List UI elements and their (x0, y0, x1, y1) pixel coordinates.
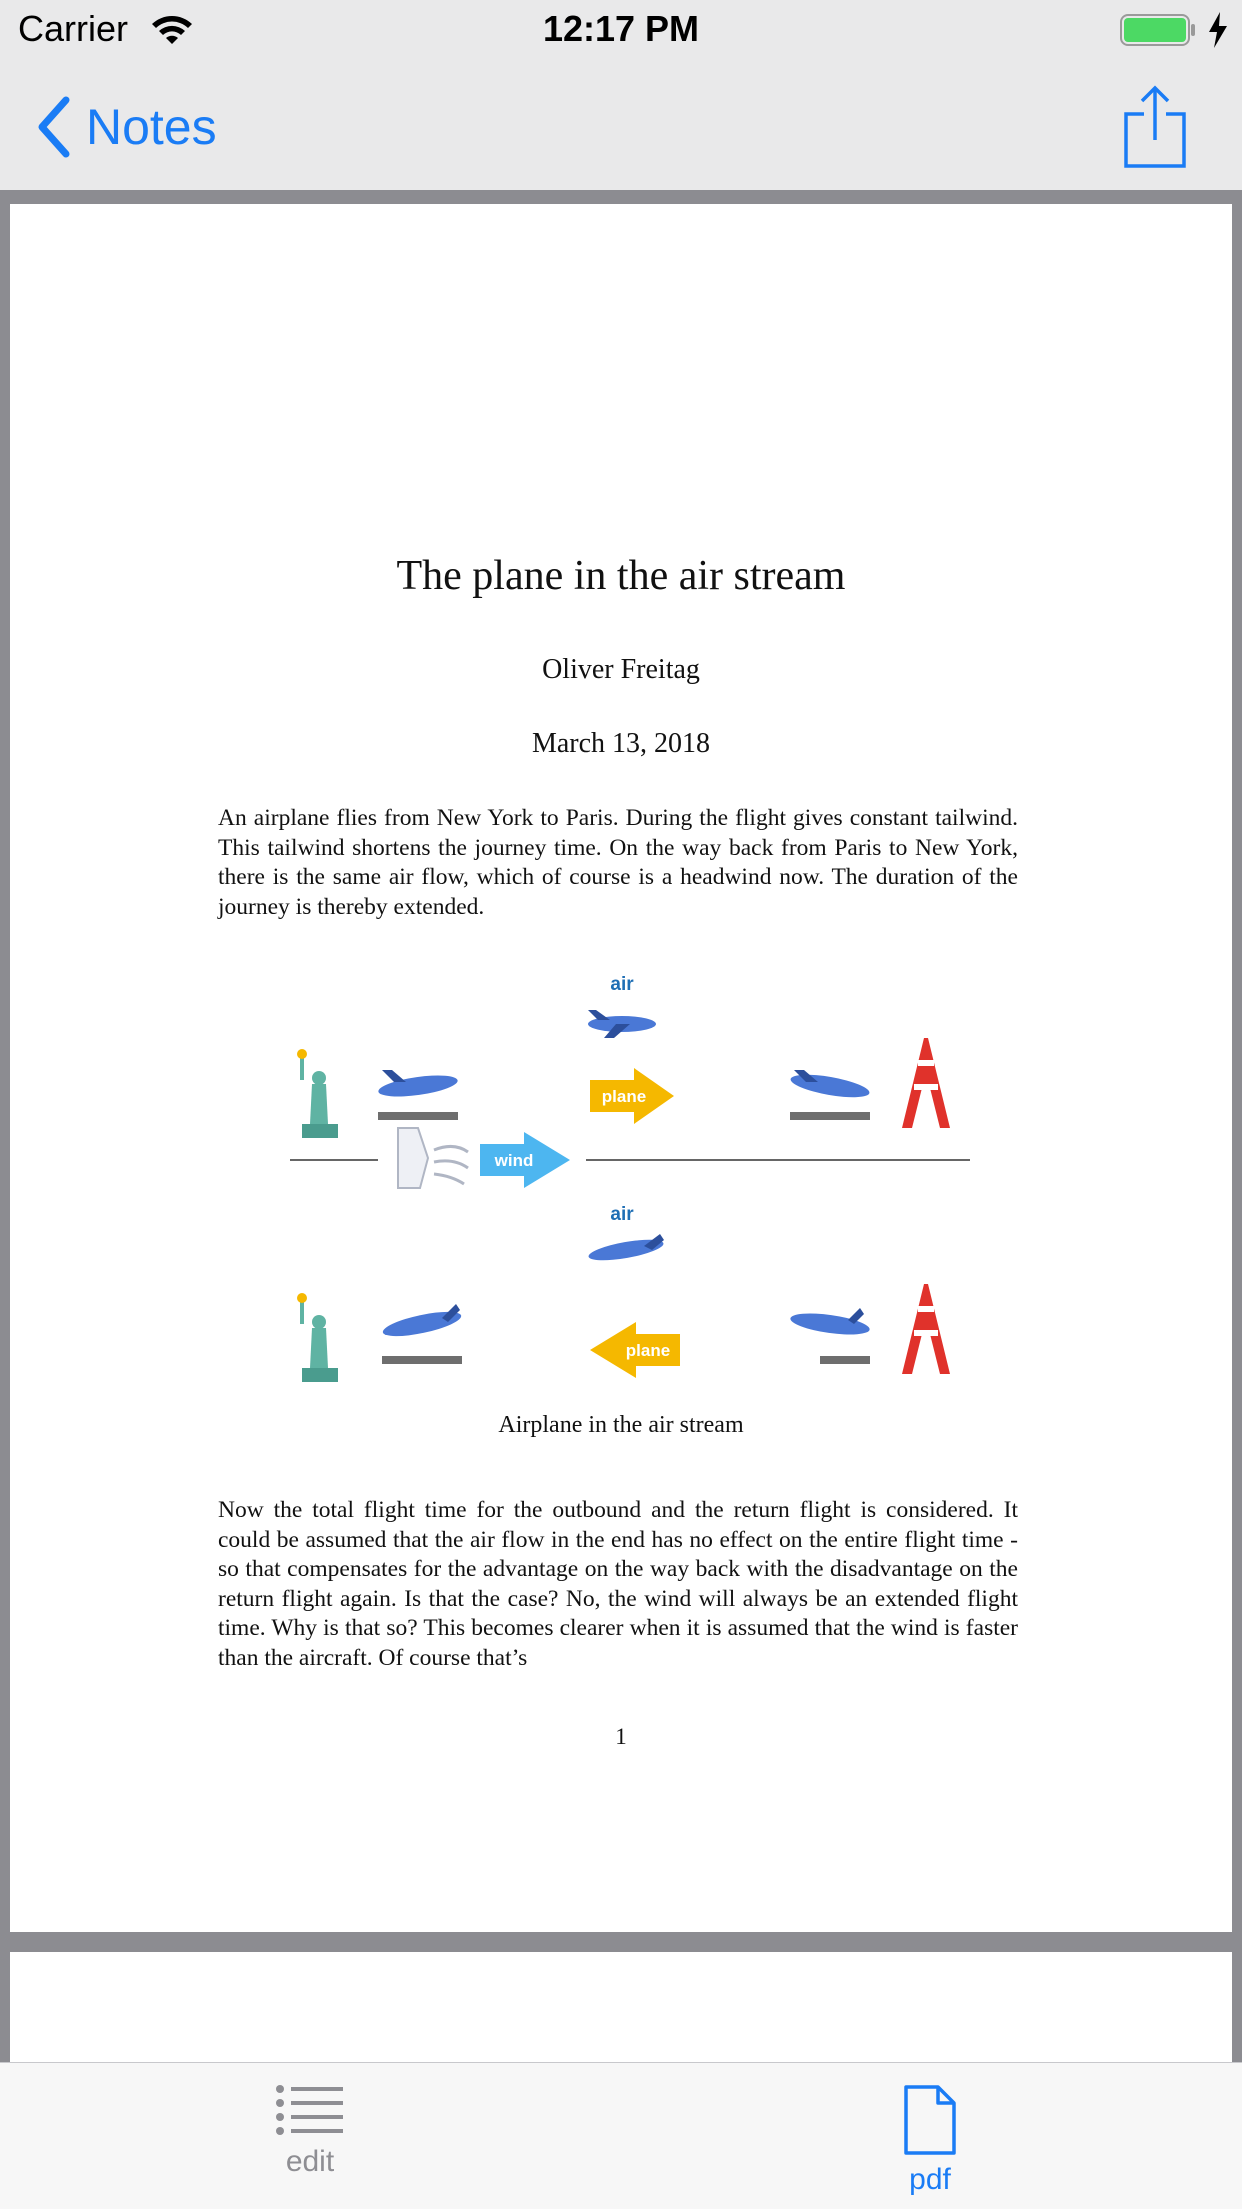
back-button-label: Notes (86, 99, 217, 155)
air-label: air (610, 974, 634, 995)
airplane-landing-icon (789, 1070, 871, 1120)
pdf-viewer[interactable] (0, 190, 1242, 2062)
battery-icon (1120, 14, 1196, 46)
document-date: March 13, 2018 (531, 728, 711, 759)
plane-arrow-right (590, 1068, 674, 1124)
statue-of-liberty-icon (297, 1293, 338, 1382)
charging-icon (1206, 10, 1230, 50)
pdf-page (10, 204, 1232, 1932)
document-author: Oliver Freitag (542, 654, 700, 685)
statue-of-liberty-icon (297, 1049, 338, 1138)
share-icon[interactable] (1122, 84, 1188, 170)
tab-label: edit (285, 2145, 335, 2178)
status-bar (0, 0, 1242, 62)
pdf-page-next (10, 1952, 1232, 2062)
tokyo-tower-icon (902, 1038, 950, 1128)
airplane-takeoff-icon (789, 1308, 871, 1364)
navigation-bar (0, 62, 1242, 190)
plane-label: plane (625, 1341, 671, 1360)
top-bar (0, 0, 1242, 190)
chevron-left-icon (34, 96, 74, 158)
paragraph: Now the total flight time for the outbound and the return flight is considered. It could be assumed that the air flow in the end has no effect on the entire flight time - so that compensates for the advantage on the way back with the disadvantage on the return flight again. Is that the case? No, the wind will always be an extended flight time. Why is that so? This becomes clearer when it is assumed that the wind is faster than the aircraft. Of course that’s (218, 1497, 1018, 1671)
tab-pdf[interactable] (830, 2063, 1030, 2209)
tab-edit[interactable] (210, 2063, 410, 2209)
carrier-label: Carrier (18, 8, 129, 49)
plane-arrow-left (590, 1322, 680, 1378)
figure-caption: Airplane in the air stream (498, 1412, 744, 1438)
page-number: 1 (615, 1724, 627, 1749)
wind-face-icon (398, 1128, 468, 1188)
airplane-icon (587, 1234, 665, 1264)
airplane-landing-icon (381, 1304, 463, 1364)
document-title: The plane in the air stream (396, 553, 846, 599)
paragraph: An airplane flies from New York to Paris. During the flight gives constant tailwind. This tailwind shortens the journey time. On the way back from Paris to New York, there is the same air flow, which of course is a headwind now. The duration of the journey is thereby extended. (218, 805, 1018, 920)
wind-arrow-right (480, 1132, 570, 1188)
tab-bar (0, 2062, 1242, 2209)
document-icon (902, 2083, 958, 2157)
list-icon (275, 2083, 345, 2139)
tokyo-tower-icon (902, 1284, 950, 1374)
airplane-takeoff-icon (377, 1070, 459, 1120)
clock: 12:17 PM (542, 8, 700, 49)
airplane-icon (588, 1010, 656, 1038)
wind-label: wind (494, 1151, 534, 1170)
back-button[interactable] (34, 92, 217, 162)
tab-label: pdf (909, 2163, 951, 2196)
airstream-figure (260, 964, 990, 1394)
air-label: air (610, 1204, 634, 1225)
plane-label: plane (601, 1087, 647, 1106)
